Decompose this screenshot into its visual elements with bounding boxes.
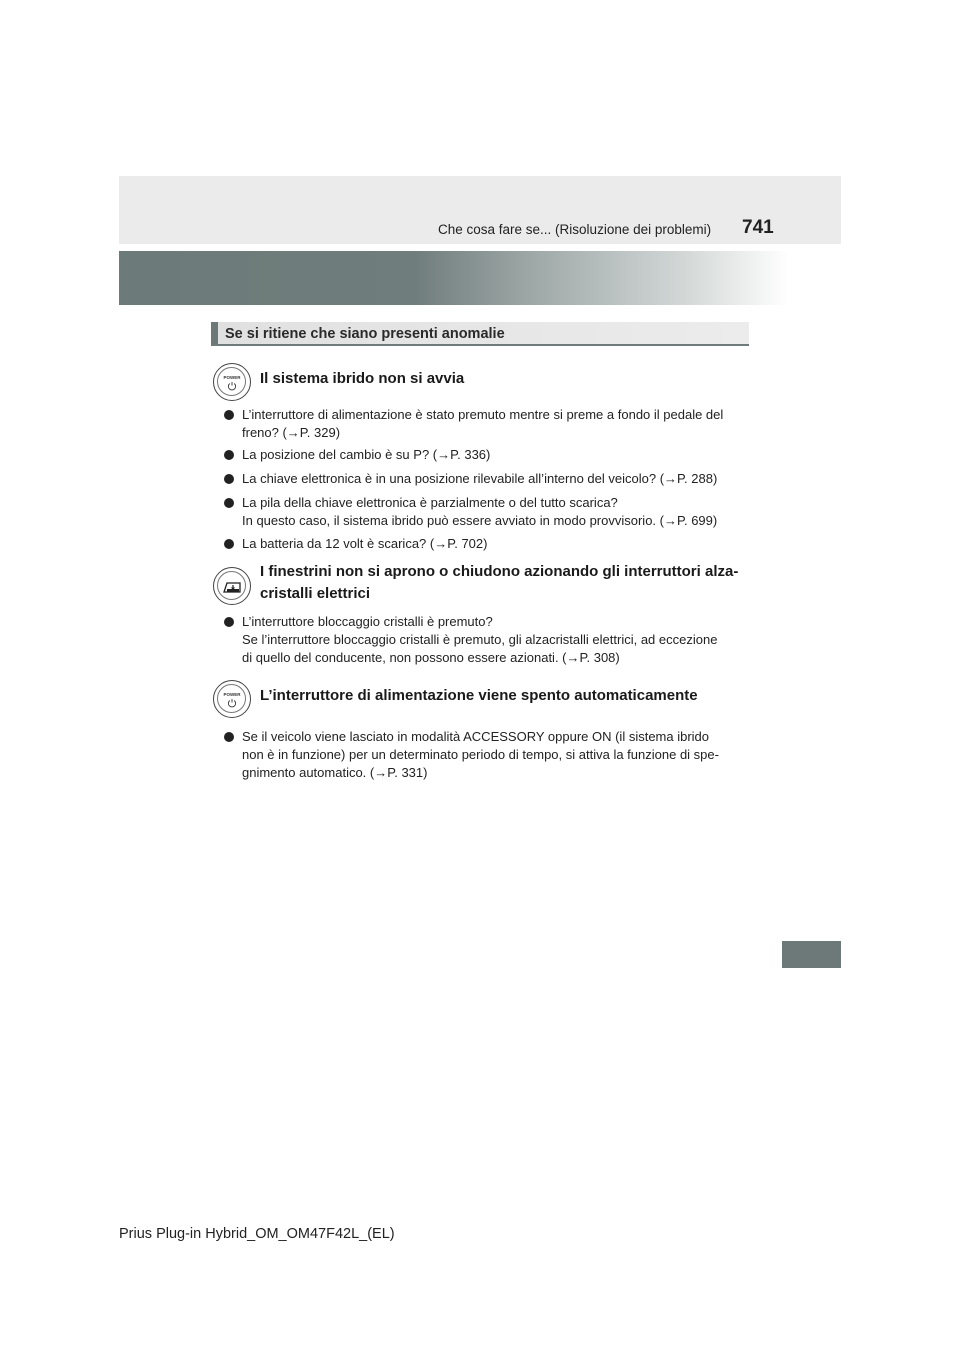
header-title: Che cosa fare se... (Risoluzione dei problemi) — [438, 222, 712, 237]
chapter-side-tab — [782, 941, 841, 968]
list-item: La posizione del cambio è su P? (→P. 336) — [224, 446, 744, 464]
power-label: POWER — [223, 692, 241, 697]
list-item: Se il veicolo viene lasciato in modalità ACCESSORY oppure ON (il sistema ibrido non è in funzione) per un determinato periodo di tempo, si attiva la funzione di spe- gnimento automatico. (→P. 331) — [224, 728, 744, 782]
list-item: La pila della chiave elettronica è parzialmente o del tutto scarica? In questo caso, il sistema ibrido può essere avviato in modo provvisorio. (→P. 699) — [224, 494, 744, 530]
power-button-icon — [213, 680, 251, 718]
power-window-icon — [213, 567, 251, 605]
footer-doc-id: Prius Plug-in Hybrid_OM_OM47F42L_(EL) — [119, 1226, 395, 1242]
power-button-icon — [213, 363, 251, 401]
page-number: 741 — [742, 217, 774, 238]
section-header — [211, 322, 749, 346]
list-item: La chiave elettronica è in una posizione rilevabile all’interno del veicolo? (→P. 288) — [224, 470, 744, 488]
heading-windows: I finestrini non si aprono o chiudono azionando gli interruttori alza- cristalli elettrici — [260, 563, 739, 602]
list-item: La batteria da 12 volt è scarica? (→P. 702) — [224, 535, 744, 553]
section-title: Se si ritiene che siano presenti anomalie — [225, 326, 505, 342]
heading-hybrid-not-starting: Il sistema ibrido non si avvia — [260, 370, 465, 387]
list-item: L’interruttore bloccaggio cristalli è premuto? Se l’interruttore bloccaggio cristalli è premuto, gli alzacristalli elettrici, ad eccezione di quello del conducente, non possono essere azionati. (→P. 308) — [224, 613, 744, 667]
heading-auto-off: L’interruttore di alimentazione viene spento automaticamente — [260, 687, 698, 704]
power-label: POWER — [223, 375, 241, 380]
section-header-bar — [211, 322, 218, 344]
list-item: L’interruttore di alimentazione è stato premuto mentre si preme a fondo il pedale del freno? (→P. 329) — [224, 406, 744, 442]
chapter-banner — [119, 251, 789, 305]
